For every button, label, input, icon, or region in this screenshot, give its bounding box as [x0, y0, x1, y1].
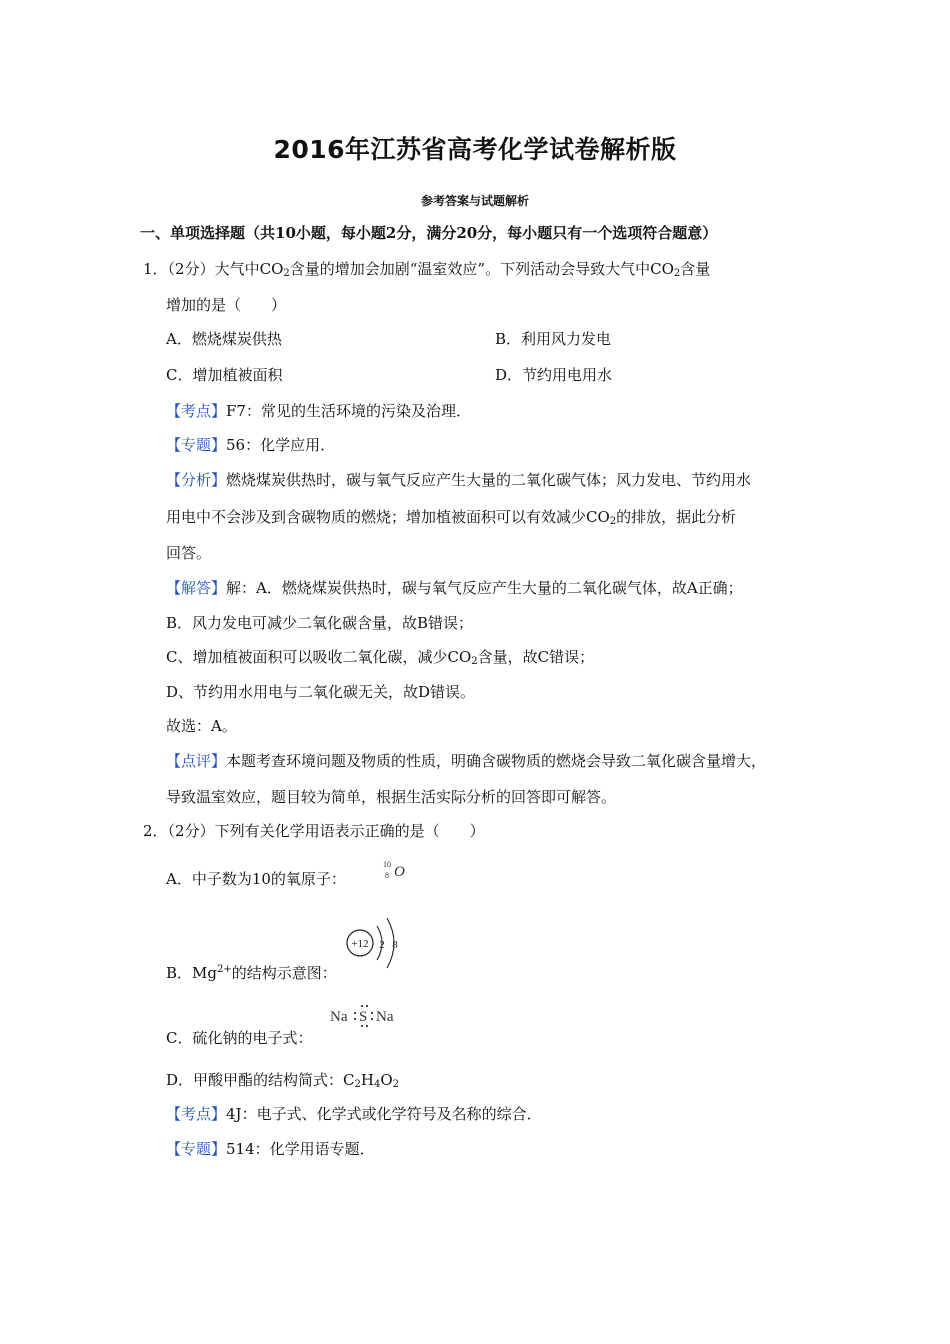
shell2-count: 8 [392, 939, 398, 951]
q1-option-a: A．燃烧煤炭供热 [166, 330, 282, 348]
q1-fenxi-line3: 回答。 [166, 544, 212, 562]
page-subtitle: 参考答案与试题解析 [420, 194, 529, 208]
q2-option-c: C．硫化钠的电子式： [166, 1029, 313, 1047]
q2-zhuanti: 【专题】514：化学用语专题． [166, 1140, 375, 1158]
q1-jieda-tag: 【解答】 [166, 579, 227, 597]
q1-dianping-line2: 导致温室效应，题目较为简单，根据生活实际分析的回答即可解答。 [166, 788, 617, 806]
q2-stem: 2．（2分）下列有关化学用语表示正确的是（ ） [143, 822, 485, 840]
isotope-mass-number: 10 [383, 860, 391, 869]
q1-jieda-line3: C、增加植被面积可以吸收二氧化碳，减少$CO_2$含量，故C错误； [166, 648, 595, 667]
q1-stem-line1: 1．（2分）大气中$CO_2$含量的增加会加剧“温室效应”。下列活动会导致大气中$CO_2$含量 [143, 260, 711, 279]
q1-zhuanti-tag: 【专题】 [166, 436, 227, 454]
q1-kaodian: 【考点】F7：常见的生活环境的污染及治理． [166, 402, 471, 420]
mg-ion-structure-diagram [343, 912, 409, 970]
q1-jieda-line2: B．风力发电可减少二氧化碳含量，故B错误； [166, 614, 474, 632]
q1-stem-line2: 增加的是（ ） [166, 296, 287, 314]
page-title: 2016年江苏省高考化学试卷解析版 [273, 135, 677, 164]
q1-jieda-line4: D、节约用水用电与二氧化碳无关，故D错误。 [166, 683, 476, 701]
q2-kaodian-tag: 【考点】 [166, 1105, 227, 1123]
oxygen-isotope-symbol [380, 856, 414, 882]
q1-option-d: D．节约用电用水 [495, 366, 613, 384]
na-right: Na [376, 1009, 394, 1025]
q2-option-b: B．$Mg^{2+}$的结构示意图： [166, 964, 337, 982]
s-center: S [359, 1009, 368, 1025]
isotope-atomic-number: 8 [385, 871, 389, 880]
q2-kaodian: 【考点】4J：电子式、化学式或化学符号及名称的综合． [166, 1105, 542, 1123]
q2-option-a: A．中子数为10的氧原子： [166, 870, 346, 888]
nucleus-charge: +12 [351, 938, 369, 950]
q1-dianping-tag: 【点评】 [166, 752, 227, 770]
q1-jieda-line1: 【解答】解：A．燃烧煤炭供热时，碳与氧气反应产生大量的二氧化碳气体，故A正确； [166, 579, 743, 597]
q1-option-b: B．利用风力发电 [495, 330, 612, 348]
q1-fenxi-tag: 【分析】 [166, 471, 227, 489]
isotope-element: O [394, 864, 405, 880]
q1-jieda-line5: 故选：A。 [166, 717, 237, 735]
na-left: Na [330, 1009, 348, 1025]
q1-fenxi-line2: 用电中不会涉及到含碳物质的燃烧；增加植被面积可以有效减少$CO_2$的排放，据此分析 [166, 508, 737, 527]
q1-fenxi-line1: 【分析】燃烧煤炭供热时，碳与氧气反应产生大量的二氧化碳气体；风力发电、节约用水 [166, 471, 752, 489]
q2-option-d: D．甲酸甲酯的结构简式：$C_2H_4O_2$ [166, 1071, 400, 1090]
q1-zhuanti: 【专题】56：化学应用． [166, 436, 336, 454]
q1-kaodian-tag: 【考点】 [166, 402, 227, 420]
section-heading: 一、单项选择题（共10小题，每小题2分，满分20分，每小题只有一个选项符合题意） [140, 224, 718, 242]
sodium-sulfide-electron-formula [330, 1002, 410, 1030]
q1-option-c: C．增加植被面积 [166, 366, 283, 384]
q2-zhuanti-tag: 【专题】 [166, 1140, 227, 1158]
q1-dianping-line1: 【点评】本题考查环境问题及物质的性质，明确含碳物质的燃烧会导致二氧化碳含量增大， [166, 752, 767, 770]
shell1-count: 2 [379, 939, 385, 951]
